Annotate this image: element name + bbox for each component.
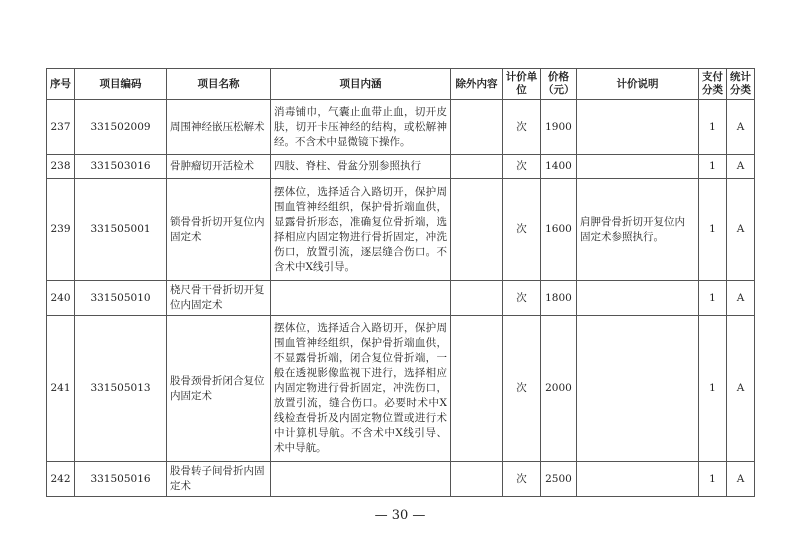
cell-seq: 239 [47,179,75,281]
cell-unit: 次 [503,179,541,281]
header-code: 项目编码 [75,69,167,100]
cell-unit: 次 [503,281,541,316]
cell-content: 消毒铺巾，气囊止血带止血，切开皮肤，切开卡压神经的结构，或松解神经。不含术中显微镜下操作。 [271,100,451,155]
cell-pay: 1 [699,100,727,155]
cell-note [577,100,699,155]
cell-content [271,462,451,497]
cell-seq: 240 [47,281,75,316]
cell-unit: 次 [503,316,541,462]
table-row [47,100,755,155]
cell-exclude [451,155,503,179]
table-row [47,316,755,462]
cell-price: 1900 [541,100,577,155]
cell-exclude [451,100,503,155]
cell-content: 摆体位，选择适合入路切开，保护周围血管神经组织，保护骨折端血供，不显露骨折端，闭合复位骨折端，一般在透视影像监视下进行，选择相应内固定物进行骨折固定，冲洗伤口，放置引流，缝合伤口。必要时术中X线检查骨折及内固定物位置或进行术中计算机导航。不含术中X线引导、术中导航。 [271,316,451,462]
cell-pay: 1 [699,316,727,462]
cell-content: 四肢、脊柱、骨盆分别参照执行 [271,155,451,179]
cell-exclude [451,462,503,497]
cell-seq: 242 [47,462,75,497]
cell-seq: 241 [47,316,75,462]
header-price: 价格（元） [541,69,577,100]
table-row [47,281,755,316]
cell-seq: 238 [47,155,75,179]
cell-note [577,281,699,316]
cell-stat: A [727,281,755,316]
table-row [47,179,755,281]
cell-name: 桡尺骨干骨折切开复位内固定术 [167,281,271,316]
cell-price: 2500 [541,462,577,497]
cell-stat: A [727,462,755,497]
cell-stat: A [727,316,755,462]
cell-name: 股骨颈骨折闭合复位内固定术 [167,316,271,462]
cell-code: 331502009 [75,100,167,155]
cell-pay: 1 [699,281,727,316]
table-row [47,155,755,179]
price-table [46,68,755,497]
cell-price: 2000 [541,316,577,462]
table-row [47,462,755,497]
cell-note [577,462,699,497]
cell-unit: 次 [503,462,541,497]
cell-name: 锁骨骨折切开复位内固定术 [167,179,271,281]
cell-name: 周围神经嵌压松解术 [167,100,271,155]
cell-exclude [451,316,503,462]
cell-name: 骨肿瘤切开活检术 [167,155,271,179]
cell-code: 331505010 [75,281,167,316]
cell-note: 肩胛骨骨折切开复位内固定术参照执行。 [577,179,699,281]
cell-pay: 1 [699,179,727,281]
cell-seq: 237 [47,100,75,155]
cell-content [271,281,451,316]
header-row [47,69,755,100]
page-number: — 30 — [374,508,426,523]
cell-stat: A [727,179,755,281]
cell-unit: 次 [503,155,541,179]
cell-price: 1400 [541,155,577,179]
header-stat: 统计分类 [727,69,755,100]
cell-note [577,155,699,179]
cell-price: 1600 [541,179,577,281]
cell-exclude [451,179,503,281]
cell-code: 331505001 [75,179,167,281]
header-content: 项目内涵 [271,69,451,100]
cell-pay: 1 [699,462,727,497]
cell-stat: A [727,155,755,179]
header-note: 计价说明 [577,69,699,100]
cell-code: 331505016 [75,462,167,497]
cell-code: 331505013 [75,316,167,462]
cell-unit: 次 [503,100,541,155]
header-seq: 序号 [47,69,75,100]
header-unit: 计价单位 [503,69,541,100]
cell-content: 摆体位，选择适合入路切开，保护周围血管神经组织，保护骨折端血供，显露骨折形态，准确复位骨折端，选择相应内固定物进行骨折固定，冲洗伤口，放置引流，逐层缝合伤口。不含术中X线引导。 [271,179,451,281]
cell-code: 331503016 [75,155,167,179]
cell-pay: 1 [699,155,727,179]
cell-price: 1800 [541,281,577,316]
cell-stat: A [727,100,755,155]
cell-name: 股骨转子间骨折内固定术 [167,462,271,497]
cell-note [577,316,699,462]
header-name: 项目名称 [167,69,271,100]
price-table-container [46,68,754,497]
header-exclude: 除外内容 [451,69,503,100]
header-pay: 支付分类 [699,69,727,100]
cell-exclude [451,281,503,316]
